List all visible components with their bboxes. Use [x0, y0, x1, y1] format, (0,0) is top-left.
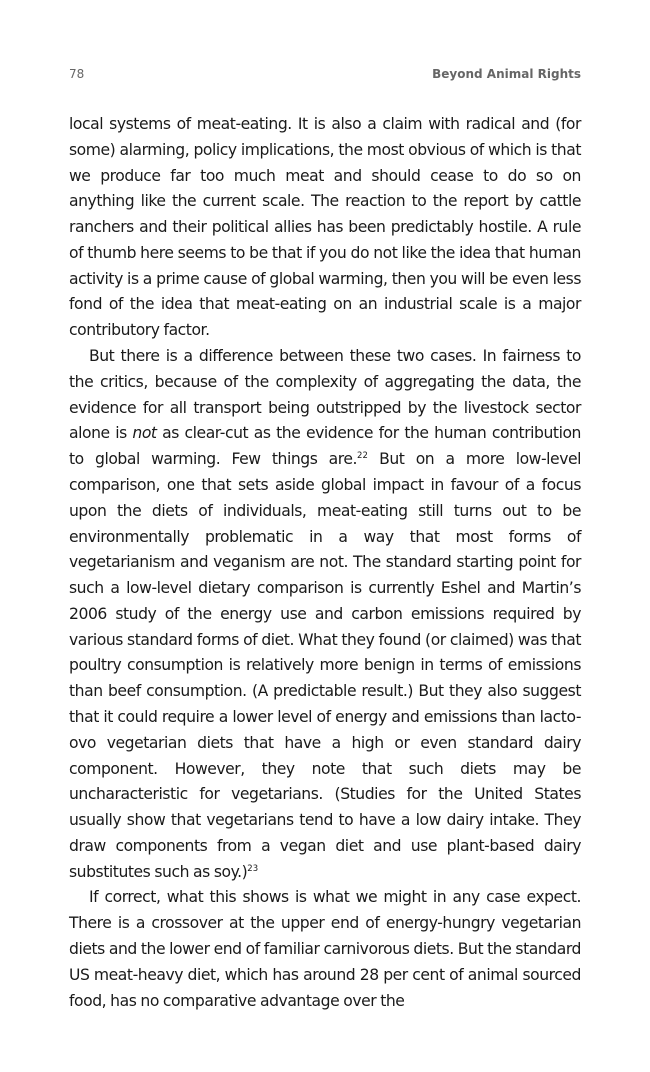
paragraph-2-part-2: as clear-cut as the evidence for the human contribution to global warming. Few things are.: [69, 424, 581, 469]
body-text: [69, 112, 581, 1014]
paragraph-3: If correct, what this shows is what we might in any case expect. There is a crossover at the upper end of energy-hungry vegetarian diets and the lower end of familiar carnivorous diets. But the standard US meat-heavy diet, which has around 28 per cent of animal sourced food, has no comparative advantage over the: [69, 888, 581, 1010]
footnote-ref-22[interactable]: 22: [357, 451, 368, 462]
paragraph-1: local systems of meat-eating. It is also a claim with radical and (for some) alarming, policy implications, the most obvious of which is that we produce far too much meat and should cease to do so on anything like the current scale. The reaction to the report by cattle ranchers and their political allies has been predictably hostile. A rule of thumb here seems to be that if you do not like the idea that human activity is a prime cause of global warming, then you will be even less fond of the idea that meat-eating on an industrial scale is a major contributory factor.: [69, 115, 581, 340]
emphasis-not: not: [132, 424, 157, 443]
running-title: Beyond Animal Rights: [432, 67, 581, 81]
running-head: [69, 67, 581, 83]
paragraph-2-part-1: But there is a difference between these two cases. In fairness to the critics, because of the complexity of aggregating the data, the evidence for all transport being outstripped by the livestock sector alone is: [69, 347, 581, 443]
footnote-ref-23[interactable]: 23: [247, 863, 259, 874]
paragraph-2: [69, 344, 581, 885]
page-number: 78: [69, 67, 85, 81]
paragraph-2-part-3: But on a more low-level comparison, one that sets aside global impact in favour of a focus upon the diets of individuals, meat-eating still turns out to be environmentally problematic in a way that most forms of vegetarianism and veganism are not. The standard starting point for such a low-level dietary comparison is currently Eshel and Martin’s 2006 study of the energy use and carbon emissions required by various standard forms of diet. What they found (or claimed) was that poultry consumption is relatively more benign in terms of emissions than beef consumption. (A predictable result.) But they also suggest that it could require a lower level of energy and emissions than lacto-ovo vegetarian diets that have a high or even standard dairy component. However, they note that such diets may be uncharacteristic for vegetarians. (Studies for the United States usually show that vegetarians tend to have a low dairy intake. They draw components from a vegan diet and use plant-based dairy substitutes such as soy.): [69, 450, 581, 881]
